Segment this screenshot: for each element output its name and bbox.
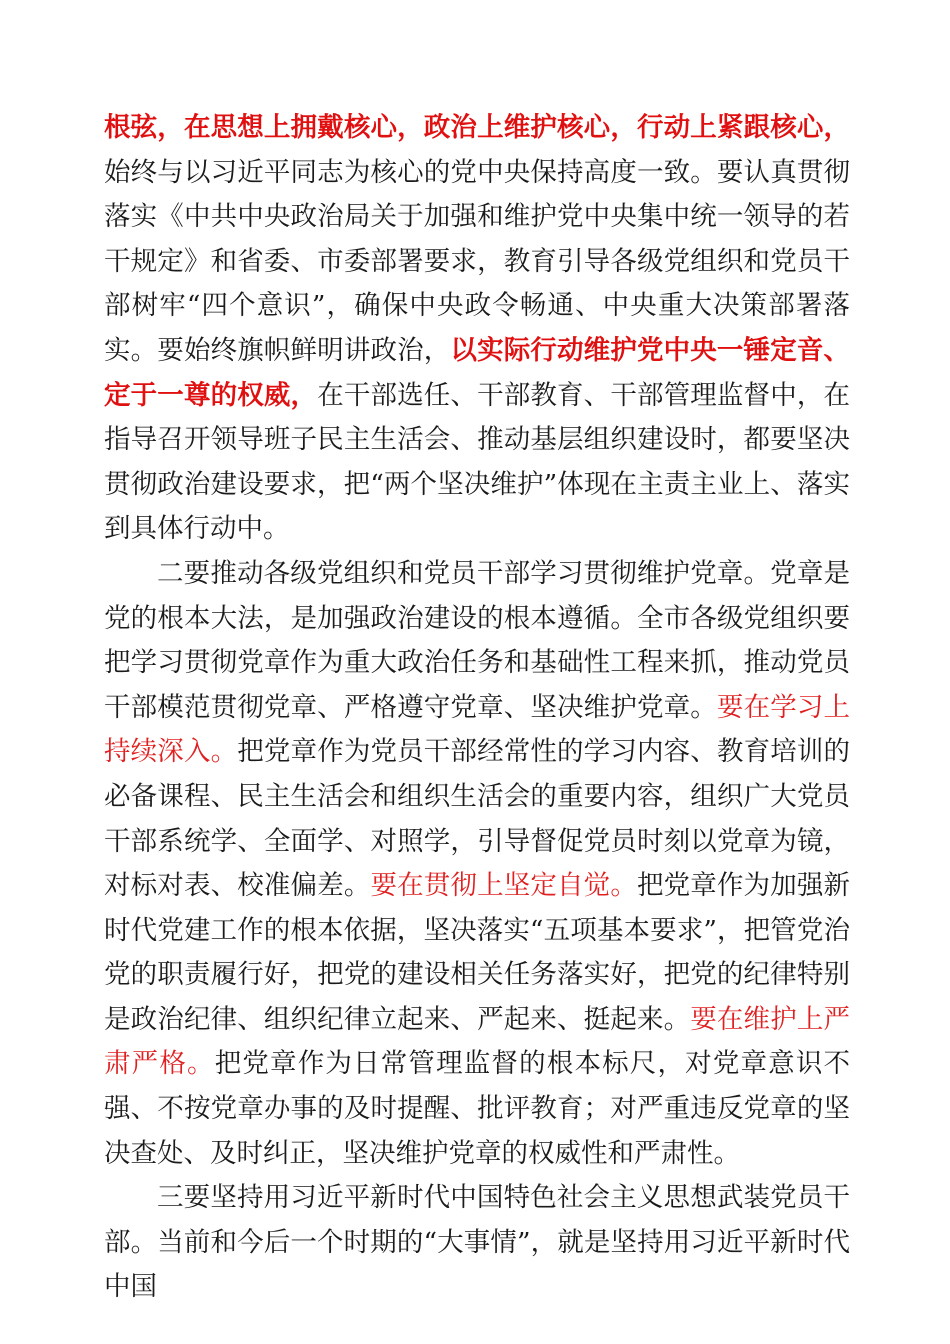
- body-text: [104, 106, 850, 1310]
- emphasis-red: 要在贯彻上坚定自觉。: [370, 870, 637, 902]
- emphasis-bold-red: 根弦，在思想上拥戴核心，政治上维护核心，行动上紧跟核心，: [104, 112, 850, 143]
- text-run: 把党章作为党员干部经常性的学习内容、教育培训的必备课程、民主生活会和组织生活会的重要内容，组织广大党员干部系统学、全面学、对照学，引导督促党员时刻以党章为镜，对标对表、校准偏差。: [104, 736, 851, 902]
- paragraph-three: [104, 1176, 850, 1310]
- emphasis-bold-red: 以实际行动维护党中央一锤定音、定于一尊的权威，: [104, 334, 851, 411]
- paragraph-continued: [104, 106, 850, 552]
- text-run: 始终与以习近平同志为核心的党中央保持高度一致。要认真贯彻落实《中共中央政治局关于加强和维护党中央集中统一领导的若干规定》和省委、市委部署要求，教育引导各级党组织和党员干部树牢“四个意识”，确保中央政令畅通、中央重大决策部署落实。要始终旗帜鲜明讲政治，: [104, 156, 850, 366]
- paragraph-two: [104, 552, 850, 1176]
- text-run: 在干部选任、干部教育、干部管理监督中，在指导召开领导班子民主生活会、推动基层组织建设时，都要坚决贯彻政治建设要求，把“两个坚决维护”体现在主责主业上、落实到具体行动中。: [104, 379, 851, 545]
- emphasis-red: 要在学习上持续深入。: [104, 691, 851, 768]
- text-run: 把党章作为加强新时代党建工作的根本依据，坚决落实“五项基本要求”，把管党治党的职责履行好，把党的建设相关任务落实好，把党的纪律特别是政治纪律、组织纪律立起来、严起来、挺起来。: [104, 870, 851, 1035]
- emphasis-red: 要在维护上严肃严格。: [104, 1003, 851, 1080]
- text-run: 三要坚持用习近平新时代中国特色社会主义思想武装党员干部。当前和今后一个时期的“大事情”，就是坚持用习近平新时代中国: [104, 1182, 850, 1303]
- text-run: 二要推动各级党组织和党员干部学习贯彻维护党章。党章是党的根本大法，是加强政治建设的根本遵循。全市各级党组织要把学习贯彻党章作为重大政治任务和基础性工程来抓，推动党员干部模范贯彻党章、严格遵守党章、坚决维护党章。: [104, 557, 850, 723]
- text-run: 把党章作为日常管理监督的根本标尺，对党章意识不强、不按党章办事的及时提醒、批评教育；对严重违反党章的坚决查处、及时纠正，坚决维护党章的权威性和严肃性。: [104, 1048, 851, 1169]
